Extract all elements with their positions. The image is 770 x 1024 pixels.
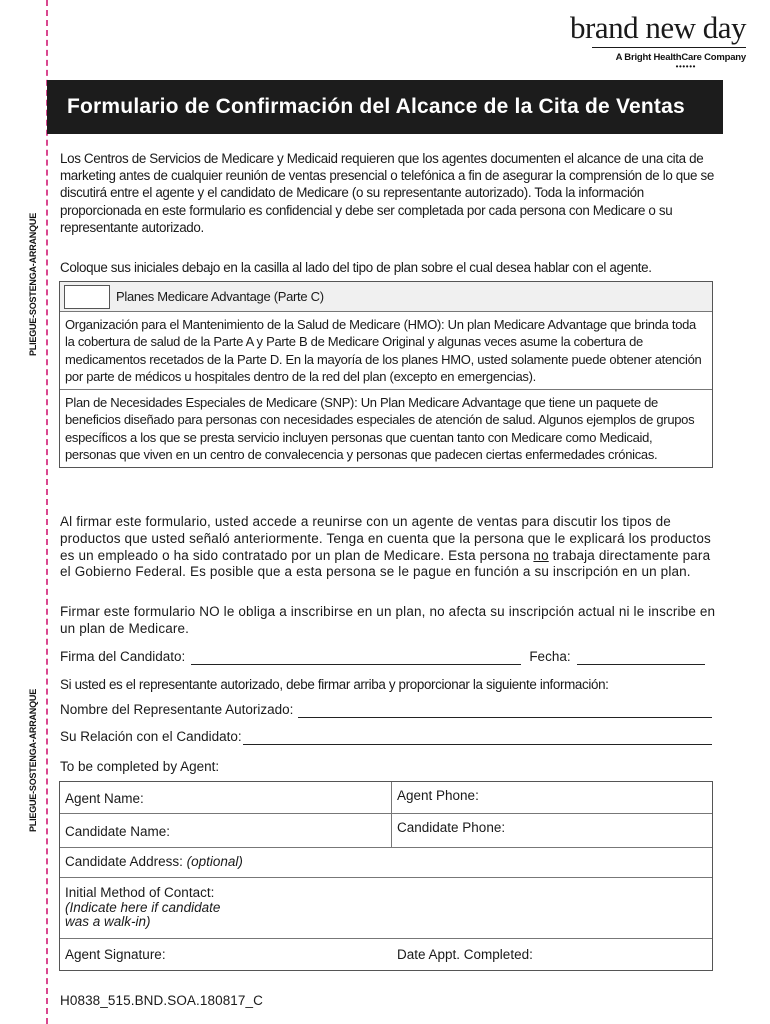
- intro-paragraph: Los Centros de Servicios de Medicare y Medicaid requieren que los agentes documenten el alcance de una cita de marketing antes de cualquier reunión de ventas presencial o telefónica a fin de asegurar la comprensión de lo que se discutirá entre el agente y el candidato de Medicare (o su representante autorizado). Toda la información proporcionada en este formulario es confidencial y debe ser completada por cada persona con Medicare o su representante autorizado.: [60, 151, 714, 235]
- brand-logo: [570, 10, 746, 71]
- candidate-name-field[interactable]: Candidate Name:: [60, 814, 392, 847]
- title-bar: [47, 80, 723, 134]
- logo-tagline: A Bright HealthCare Company: [615, 52, 746, 63]
- agent-row: [60, 782, 712, 813]
- contact-method-row: [60, 877, 712, 938]
- logo-wordmark: brand new day: [570, 10, 746, 45]
- hmo-description: Organización para el Mantenimiento de la Salud de Medicare (HMO): Un plan Medicare Advantage que brinda toda la cobertura de salud de la Parte A y Parte B de Medicare Original y algunas veces asume la cobertura de medicamentos recetados de la Parte D. En la mayoría de los planes HMO, usted solamente puede obtener atención por parte de médicos u hospitales dentro de la red del plan (excepto en emergencias).: [65, 317, 702, 384]
- date-completed-field[interactable]: Date Appt. Completed:: [397, 947, 533, 962]
- candidate-signature-row: [60, 648, 710, 665]
- initial-contact-label: Initial Method of Contact:: [65, 885, 215, 900]
- consent-paragraph: Al firmar este formulario, usted accede a reunirse con un agente de ventas para discutir los tipos de productos que usted señaló anteriormente. Tenga en cuenta que la persona que le explicará los productos es un empleado o ha sido contratado por un plan de Medicare. Esta persona no trabaja directamente para el Gobierno Federal. Es posible que a esta persona se le pague en función a su inscripción en un plan.: [60, 514, 711, 580]
- form-title: Formulario de Confirmación del Alcance de la Cita de Ventas: [67, 95, 685, 118]
- rep-name-field[interactable]: [298, 705, 712, 718]
- candidate-phone-field[interactable]: Candidate Phone:: [397, 820, 506, 835]
- logo-rule: [592, 47, 746, 48]
- fold-label-bottom: PLIEGUE-SOSTENGA-ARRANQUE: [28, 688, 38, 832]
- walk-in-note-2: was a walk-in): [65, 914, 151, 929]
- candidate-address-field[interactable]: Candidate Address: (optional): [65, 854, 243, 869]
- relationship-row: [60, 728, 712, 745]
- no-obligation-paragraph: Firmar este formulario NO le obliga a inscribirse en un plan, no afecta su inscripción actual ni le inscribe en un plan de Medicare.: [60, 604, 716, 636]
- initial-contact-field[interactable]: [60, 878, 712, 938]
- plan-category-label: Planes Medicare Advantage (Parte C): [116, 289, 324, 304]
- agent-signature-row: [60, 938, 712, 970]
- rep-note: Si usted es el representante autorizado, debe firmar arriba y proporcionar la siguiente información:: [60, 677, 609, 692]
- logo-dots: ••••••: [675, 62, 696, 71]
- walk-in-note-1: (Indicate here if candidate: [65, 899, 221, 915]
- rep-name-label: Nombre del Representante Autorizado:: [60, 702, 294, 717]
- initials-instruction: Coloque sus iniciales debajo en la casilla al lado del tipo de plan sobre el cual desea hablar con el agente.: [60, 260, 652, 275]
- candidate-row: [60, 813, 712, 847]
- rep-name-row: [60, 701, 712, 718]
- agent-phone-field[interactable]: Agent Phone:: [397, 788, 479, 803]
- agent-section-label: To be completed by Agent:: [60, 759, 220, 774]
- agent-name-field[interactable]: Agent Name:: [60, 782, 392, 813]
- form-code: H0838_515.BND.SOA.180817_C: [60, 993, 263, 1008]
- fold-label-top: PLIEGUE-SOSTENGA-ARRANQUE: [28, 212, 38, 356]
- agent-signature-field[interactable]: Agent Signature:: [65, 947, 166, 962]
- initials-box[interactable]: [64, 285, 110, 309]
- emphasis-no: no: [533, 547, 549, 563]
- date-field[interactable]: [577, 652, 705, 665]
- agent-info-table: [59, 781, 713, 971]
- snp-description: Plan de Necesidades Especiales de Medicare (SNP): Un Plan Medicare Advantage que tiene un paquete de beneficios diseñado para personas con necesidades especiales de atención de salud. Algunos ejemplos de grupos específicos a los que se presta servicio incluyen personas que cuentan tanto con Medicare como Medicaid, personas que viven en un centro de convalecencia y personas que padecen ciertas enfermedades crónicas.: [60, 389, 712, 467]
- address-row: [60, 847, 712, 877]
- candidate-signature-label: Firma del Candidato:: [60, 649, 186, 664]
- relationship-label: Su Relación con el Candidato:: [60, 729, 242, 744]
- date-label: Fecha:: [529, 649, 571, 664]
- plan-table-header: [60, 282, 712, 312]
- plan-type-table: [59, 281, 713, 468]
- relationship-field[interactable]: [243, 732, 712, 745]
- candidate-signature-field[interactable]: [191, 652, 521, 665]
- perforation-line: [46, 0, 48, 1024]
- optional-note: (optional): [186, 854, 243, 869]
